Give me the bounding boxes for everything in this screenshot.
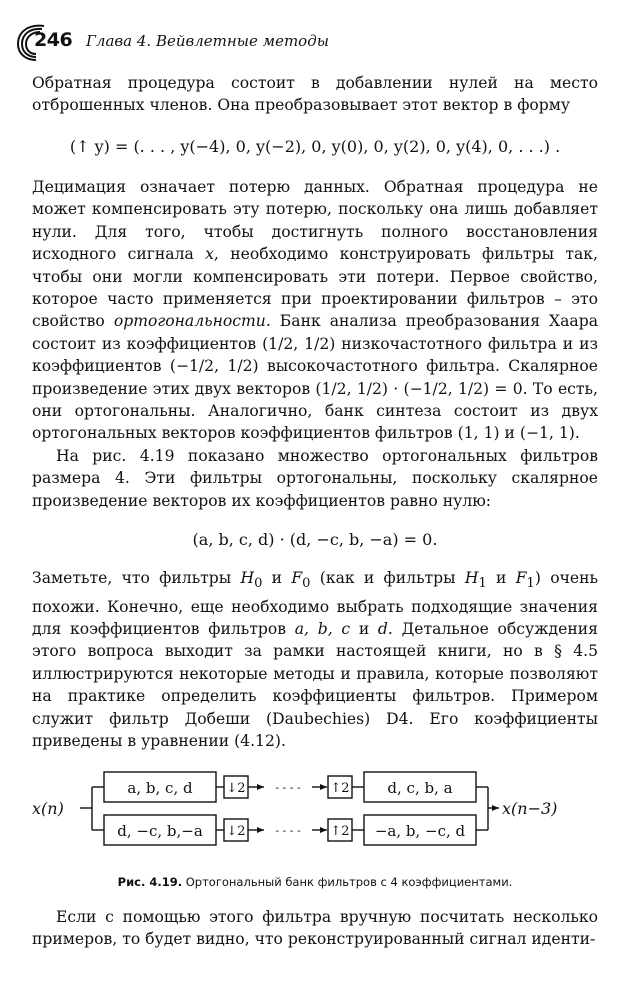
channel-dots-bottom: - - - - — [275, 824, 301, 837]
paragraph-3-text: На рис. 4.19 показано множество ортогональных фильтров размера 4. Эти фильтры ортогональны, поскольку скалярное произведение векторов их коэффициентов равно нулю: — [32, 447, 598, 510]
paragraph-4-part-c: (как и фильтры — [310, 569, 465, 587]
equation-orthogonality: (a, b, c, d) · (d, −c, b, −a) = 0. — [192, 530, 438, 549]
coefficient-d: d — [377, 619, 388, 638]
paragraph-4-part-a: Заметьте, что фильтры — [32, 569, 241, 587]
paragraph-4-part-d: и — [486, 569, 516, 587]
paragraph-2-part-b: , необходимо конструировать фильтры так, чтобы они могли компенсировать эти потери. Первое свойство, которое часто применяется при проектировании фильтров – это свойство — [32, 245, 598, 331]
downsampler-bottom-label: ↓2 — [226, 824, 246, 839]
filter-h1-symbol: H — [464, 569, 479, 587]
chapter-title: Глава 4. Вейвлетные методы — [86, 32, 329, 50]
coefficients-abc: a, b, c — [294, 619, 351, 638]
paragraph-4-part-g: . Детальное обсуждения этого вопроса выходит за рамки настоящей книги, но в § 4.5 иллюстрируются некоторые методы и правила, которые позволяют на практике определить коэффициенты фильтров. Примером служит фильтр Добеши (Daubechies) D4. Его коэффициенты приведены в уравнении (4.12). — [32, 619, 598, 750]
paragraph-2-var-x: x — [205, 245, 214, 264]
analysis-lowpass-coeffs: a, b, c, d — [127, 779, 193, 797]
input-signal-label: x(n) — [32, 799, 64, 818]
paragraph-2-emphasis: ортогональности. — [113, 312, 271, 331]
figure-caption-label: Рис. 4.19. — [117, 875, 183, 889]
paragraph-1: Обратная процедура состоит в добавлении нулей на место отброшенных членов. Она преобразовывает этот вектор в форму — [32, 74, 598, 115]
filter-f1-symbol: F — [515, 569, 527, 587]
synthesis-lowpass-coeffs: d, c, b, a — [387, 779, 453, 797]
figure-caption — [0, 875, 630, 889]
page-number: 246 — [34, 29, 73, 51]
paragraph-4-part-f: и — [350, 619, 378, 638]
filter-h1-index: 1 — [478, 576, 487, 592]
filter-h0-index: 0 — [254, 576, 263, 592]
paragraph-4-part-e: ) очень похожи. Конечно, еще необходимо выбрать подходящие значения для коэффициентов фильтров — [32, 569, 599, 638]
downsampler-top-label: ↓2 — [226, 781, 246, 796]
upsampler-top-label: ↑2 — [330, 781, 350, 796]
filter-f-symbol: F — [291, 569, 303, 587]
channel-dots-top: - - - - — [275, 781, 301, 794]
synthesis-highpass-coeffs: −a, b, −c, d — [374, 822, 466, 840]
figure-caption-text: Ортогональный банк фильтров с 4 коэффициентами. — [182, 875, 513, 889]
paragraph-5 — [32, 906, 598, 951]
analysis-highpass-coeffs: d, −c, b,−a — [117, 822, 203, 840]
paragraph-2-part-c: Банк анализа преобразования Хаара состоит из коэффициентов (1/2, 1/2) низкочастотного фильтра и из коэффициентов (−1/2, 1/2) высокочастотного фильтра. Скалярное произведение этих двух векторов (1/2, 1/2) · (−1/2, 1/2) = 0. То есть, они ортогональны. Аналогично, банк синтеза состоит из двух ортогональных векторов коэффициентов фильтров (1, 1) и (−1, 1). — [32, 312, 598, 443]
filter-h-symbol: H — [240, 569, 255, 587]
equation-upsample: (↑ y) = (. . . , y(−4), 0, y(−2), 0, y(0), 0, y(2), 0, y(4), 0, . . .) . — [69, 137, 561, 156]
paragraph-4-part-b: и — [262, 569, 292, 587]
upsampler-bottom-label: ↑2 — [330, 824, 350, 839]
filter-f0-index: 0 — [302, 576, 311, 592]
paragraph-2-part-a: Децимация означает потерю данных. Обратная процедура не может компенсировать эту потерю, поскольку она лишь добавляет нули. Для того, чтобы достигнуть полного восстановления исходного сигнала — [32, 178, 598, 264]
filter-f1-index: 1 — [526, 576, 535, 592]
paragraph-5-text: Если с помощью этого фильтра вручную посчитать несколько примеров, то будет видно, что реконструированный сигнал иденти- — [32, 908, 598, 949]
output-signal-label: x(n−3) — [502, 799, 558, 818]
